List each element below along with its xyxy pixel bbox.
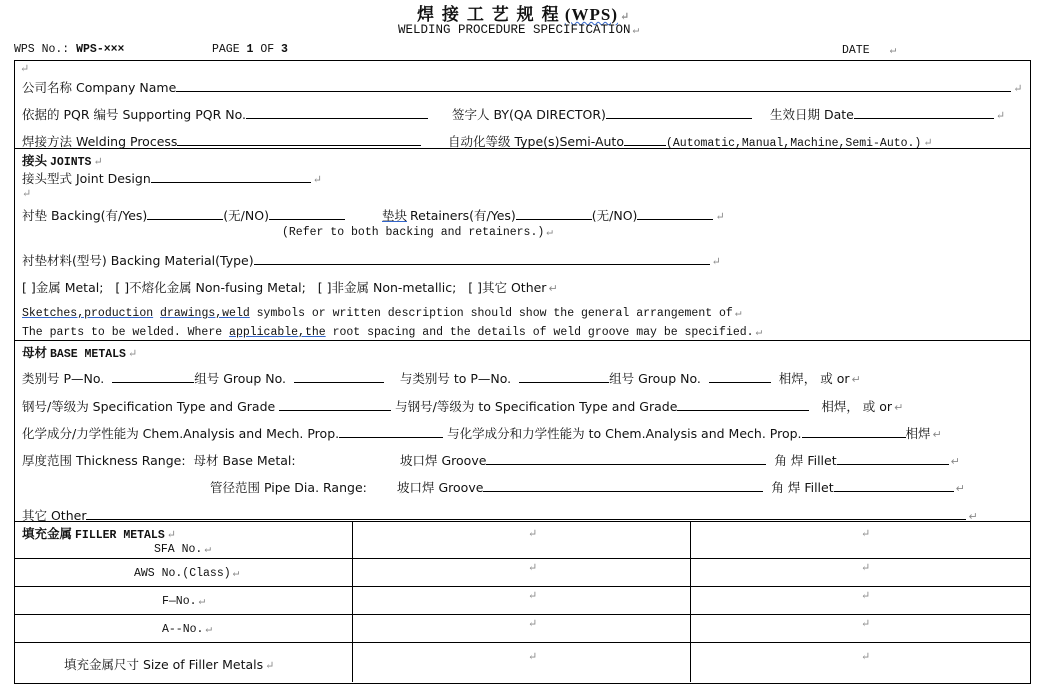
retainers-yes-field[interactable] bbox=[516, 207, 592, 220]
option-other[interactable]: [ ]其它 Other bbox=[468, 280, 547, 295]
filler-cell[interactable]: ↵ bbox=[528, 562, 538, 574]
p-no-field[interactable] bbox=[112, 370, 194, 383]
title-abbr: (WPS) bbox=[564, 5, 619, 24]
other-row: 其它 Other ↵ bbox=[22, 508, 978, 523]
effective-date-row: 生效日期 Date ↵ bbox=[770, 107, 1006, 122]
group-no2-field[interactable] bbox=[709, 370, 771, 383]
page-indicator: PAGE 1 OF 3 bbox=[212, 43, 288, 56]
chem-field[interactable] bbox=[339, 425, 443, 438]
backing-label: 衬垫 Backing(有/Yes) bbox=[22, 208, 148, 223]
welding-process-row bbox=[22, 132, 421, 150]
thickness-groove-field[interactable] bbox=[486, 452, 766, 465]
option-nonfusing-metal[interactable]: [ ]不熔化金属 Non-fusing Metal; bbox=[115, 280, 306, 295]
to-spec-type-field[interactable] bbox=[677, 398, 809, 411]
other-field[interactable] bbox=[86, 507, 966, 520]
joint-design-row: 接头型式 Joint Design ↵ bbox=[22, 171, 322, 186]
option-metal[interactable]: [ ]金属 Metal; bbox=[22, 280, 104, 295]
effective-date-field[interactable] bbox=[854, 106, 994, 119]
thickness-groove: 坡口焊 Groove 角 焊 Fillet ↵ bbox=[400, 453, 960, 468]
option-nonmetallic[interactable]: [ ]非金属 Non-metallic; bbox=[317, 280, 457, 295]
filler-metals-heading: 填充金属 FILLER METALS ↵ bbox=[22, 526, 176, 542]
pqr-row bbox=[22, 105, 428, 123]
group-no-field[interactable] bbox=[294, 370, 384, 383]
filler-cell[interactable]: ↵ bbox=[861, 528, 871, 540]
pipe-dia-groove: 坡口焊 Groove 角 焊 Fillet ↵ bbox=[397, 480, 965, 495]
to-p-no-field[interactable] bbox=[519, 370, 609, 383]
p-number-row: 类别号 P—No. 组号 Group No. 与类别号 to P—No. 组号 Group No. 相焊， 或 or ↵ bbox=[22, 371, 861, 386]
retainers-no-field[interactable] bbox=[637, 207, 713, 220]
backing-row: 衬垫 Backing(有/Yes) (无/NO) bbox=[22, 206, 345, 224]
date-label: DATE ↵ bbox=[842, 44, 897, 57]
automation-label: 自动化等级 Type(s)Semi-Auto bbox=[448, 134, 624, 149]
automation-options: (Automatic,Manual,Machine,Semi-Auto.) bbox=[665, 137, 922, 150]
filler-cell[interactable]: ↵ bbox=[861, 590, 871, 602]
filler-row-aws: AWS No.(Class) ↵ bbox=[134, 567, 240, 580]
filler-cell[interactable]: ↵ bbox=[861, 618, 871, 630]
refer-note: (Refer to both backing and retainers.) ↵ bbox=[282, 226, 553, 239]
welding-process-label: 焊接方法 Welding Process bbox=[22, 134, 178, 149]
pqr-label: 依据的 PQR 编号 Supporting PQR No. bbox=[22, 107, 246, 122]
to-chem-field[interactable] bbox=[802, 425, 906, 438]
welding-process-field[interactable] bbox=[177, 133, 421, 146]
signer-field[interactable] bbox=[606, 106, 752, 119]
filler-row-f-no: F—No. ↵ bbox=[162, 595, 206, 608]
sketch-note-line1: Sketches,production drawings,weld symbols or written description should show the general arrangement of ↵ bbox=[22, 307, 742, 320]
backing-material-row: 衬垫材料(型号) Backing Material(Type) ↵ bbox=[22, 253, 721, 268]
automation-field[interactable] bbox=[624, 133, 666, 146]
retainers-row: 垫块 Retainers(有/Yes) (无/NO) ↵ bbox=[382, 208, 725, 223]
filler-row-size: 填充金属尺寸 Size of Filler Metals ↵ bbox=[64, 657, 275, 672]
joints-heading: 接头 JOINTS ↵ bbox=[22, 153, 103, 169]
filler-cell[interactable]: ↵ bbox=[861, 651, 871, 663]
backing-material-label: 衬垫材料(型号) Backing Material(Type) bbox=[22, 253, 254, 268]
thickness-fillet-field[interactable] bbox=[837, 452, 949, 465]
filler-cell[interactable]: ↵ bbox=[528, 651, 538, 663]
effective-date-label: 生效日期 Date bbox=[770, 107, 854, 122]
automation-row: 自动化等级 Type(s)Semi-Auto (Automatic,Manual,Machine,Semi-Auto.) ↵ bbox=[448, 134, 933, 150]
filler-cell[interactable]: ↵ bbox=[528, 618, 538, 630]
company-name-field[interactable] bbox=[176, 79, 1011, 92]
joint-design-label: 接头型式 Joint Design bbox=[22, 171, 151, 186]
filler-cell[interactable]: ↵ bbox=[861, 562, 871, 574]
filler-cell[interactable]: ↵ bbox=[528, 590, 538, 602]
company-name-row: 公司名称 Company Name ↵ bbox=[22, 80, 1023, 95]
document-title: 焊 接 工 艺 规 程 (WPS) ↵ bbox=[417, 5, 631, 25]
pipe-dia-label: 管径范围 Pipe Dia. Range: bbox=[210, 480, 367, 495]
pipe-fillet-field[interactable] bbox=[834, 479, 954, 492]
signer-label: 签字人 BY(QA DIRECTOR) bbox=[452, 107, 606, 122]
backing-yes-field[interactable] bbox=[147, 207, 223, 220]
filler-row-sfa: SFA No. ↵ bbox=[154, 543, 211, 556]
spec-type-field[interactable] bbox=[279, 398, 391, 411]
filler-cell[interactable]: ↵ bbox=[528, 528, 538, 540]
title-cn: 焊 接 工 艺 规 程 bbox=[417, 5, 560, 25]
signer-row bbox=[452, 105, 752, 123]
sketch-note-line2: The parts to be welded. Where applicable,the root spacing and the details of weld groove may be specified. ↵ bbox=[22, 326, 763, 339]
document-subtitle: WELDING PROCEDURE SPECIFICATION ↵ bbox=[398, 23, 640, 37]
thickness-row: 厚度范围 Thickness Range: 母材 Base Metal: bbox=[22, 453, 296, 468]
divider-base-metals bbox=[14, 340, 1030, 341]
wps-number-value: WPS-××× bbox=[76, 43, 125, 56]
pqr-field[interactable] bbox=[246, 106, 428, 119]
base-metals-heading: 母材 BASE METALS ↵ bbox=[22, 345, 138, 361]
backing-no-field[interactable] bbox=[269, 207, 345, 220]
backing-type-options: [ ]金属 Metal; [ ]不熔化金属 Non-fusing Metal; [ ]非金属 Non-metallic; [ ]其它 Other ↵ bbox=[22, 280, 558, 295]
backing-material-field[interactable] bbox=[254, 252, 710, 265]
pipe-groove-field[interactable] bbox=[483, 479, 763, 492]
chem-row: 化学成分/力学性能为 Chem.Analysis and Mech. Prop. 与化学成分和力学性能为 to Chem.Analysis and Mech. Prop. 相焊 ↵ bbox=[22, 426, 942, 441]
spec-type-row: 钢号/等级为 Specification Type and Grade 与钢号/等级为 to Specification Type and Grade 相焊， 或 or ↵ bbox=[22, 399, 904, 414]
wps-number: WPS No.: WPS-××× bbox=[14, 43, 125, 56]
company-name-label: 公司名称 Company Name bbox=[22, 80, 177, 95]
retainers-cn: 垫块 bbox=[382, 208, 408, 223]
joint-design-field[interactable] bbox=[151, 170, 311, 183]
filler-row-a-no: A--No. ↵ bbox=[162, 623, 213, 636]
